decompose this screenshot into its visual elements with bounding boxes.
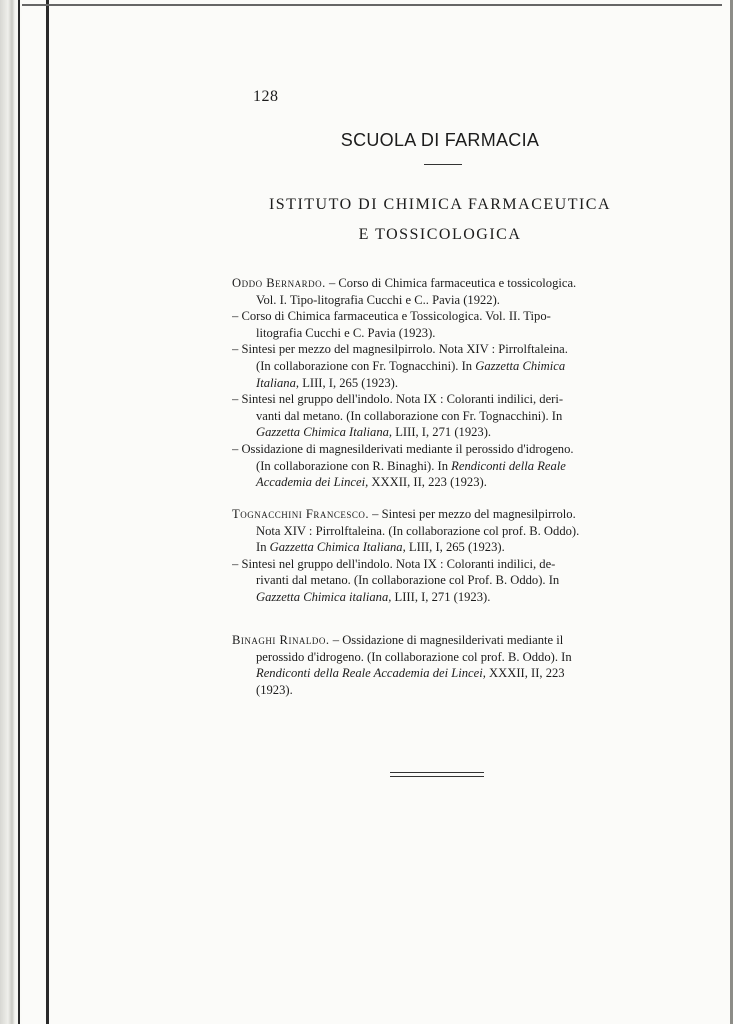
scan-top-edge [22, 4, 722, 6]
journal-title: Gazzetta Chimica [475, 358, 566, 373]
entry-line: (In collaborazione con R. Binaghi). In Rendiconti della Reale [256, 458, 566, 473]
entry-line: – Corso di Chimica farmaceutica e Tossicologica. Vol. II. Tipo- [232, 309, 551, 324]
author-name: Binaghi Rinaldo. [232, 633, 330, 647]
bibliography-entry-oddo [232, 275, 654, 491]
page-number: 128 [253, 88, 279, 105]
journal-title: Rendiconti della Reale Accademia dei Lincei, [256, 666, 486, 681]
entry-line: – Ossidazione di magnesilderivati mediante il perossido d'idrogeno. [232, 441, 574, 456]
journal-title: Gazzetta Chimica Italiana, [269, 540, 406, 555]
entry-line: litografia Cucchi e C. Pavia (1923). [256, 325, 436, 340]
entry-line: Gazzetta Chimica Italiana, LIII, I, 271 (1923). [256, 425, 492, 440]
journal-title: Italiana, [256, 375, 300, 390]
entry-line: – Sintesi nel gruppo dell'indolo. Nota IX : Coloranti indilici, deri- [232, 392, 564, 407]
entry-line: rivanti dal metano. (In collaborazione col Prof. B. Oddo). In [256, 573, 560, 588]
entry-line: Accademia dei Lincei, XXXII, II, 223 (1923). [256, 475, 487, 490]
journal-title: Gazzetta Chimica Italiana, [256, 425, 393, 440]
spine-line [46, 0, 49, 1024]
entry-line: In Gazzetta Chimica Italiana, LIII, I, 265 (1923). [256, 540, 505, 555]
bibliography-entry-binaghi [232, 632, 654, 698]
author-name: Tognacchini Francesco. [232, 507, 370, 521]
journal-title: Gazzetta Chimica italiana, [256, 589, 392, 604]
spine-line [18, 0, 20, 1024]
author-name: Oddo Bernardo. [232, 276, 326, 290]
institute-title-continued: E TOSSICOLOGICA [358, 226, 522, 243]
entry-line: Vol. I. Tipo-litografia Cucchi e C.. Pavia (1922). [256, 292, 500, 307]
entry-line: Gazzetta Chimica italiana, LIII, I, 271 (1923). [256, 589, 491, 604]
journal-title: Accademia dei Lincei, [256, 475, 369, 490]
title-divider [424, 164, 462, 165]
end-divider [390, 776, 484, 777]
entry-line: Binaghi Rinaldo. – Ossidazione di magnesilderivati mediante il [232, 633, 564, 647]
end-divider [390, 772, 484, 773]
entry-line: Oddo Bernardo. – Corso di Chimica farmaceutica e tossicologica. [232, 276, 577, 290]
bibliography-entry-tognacchini [232, 506, 654, 606]
entry-line: Tognacchini Francesco. – Sintesi per mezzo del magnesilpirrolo. [232, 507, 576, 521]
entry-line: Rendiconti della Reale Accademia dei Lincei, XXXII, II, 223 [256, 666, 565, 681]
journal-title: Rendiconti della Reale [451, 458, 566, 473]
entry-line: – Sintesi per mezzo del magnesilpirrolo. Nota XIV : Pirrolftaleina. [232, 342, 568, 357]
entry-line: Nota XIV : Pirrolftaleina. (In collaborazione col prof. B. Oddo). [256, 523, 580, 538]
entry-line: (1923). [256, 682, 293, 697]
entry-line: perossido d'idrogeno. (In collaborazione col prof. B. Oddo). In [256, 649, 572, 664]
entry-line: – Sintesi nel gruppo dell'indolo. Nota IX : Coloranti indilici, de- [232, 556, 556, 571]
entry-line: Italiana, LIII, I, 265 (1923). [256, 375, 399, 390]
entry-line: (In collaborazione con Fr. Tognacchini). In Gazzetta Chimica [256, 358, 566, 373]
school-title: SCUOLA DI FARMACIA [340, 130, 540, 150]
entry-line: vanti dal metano. (In collaborazione con Fr. Tognacchini). In [256, 408, 563, 423]
institute-title: ISTITUTO DI CHIMICA FARMACEUTICA [268, 196, 612, 213]
